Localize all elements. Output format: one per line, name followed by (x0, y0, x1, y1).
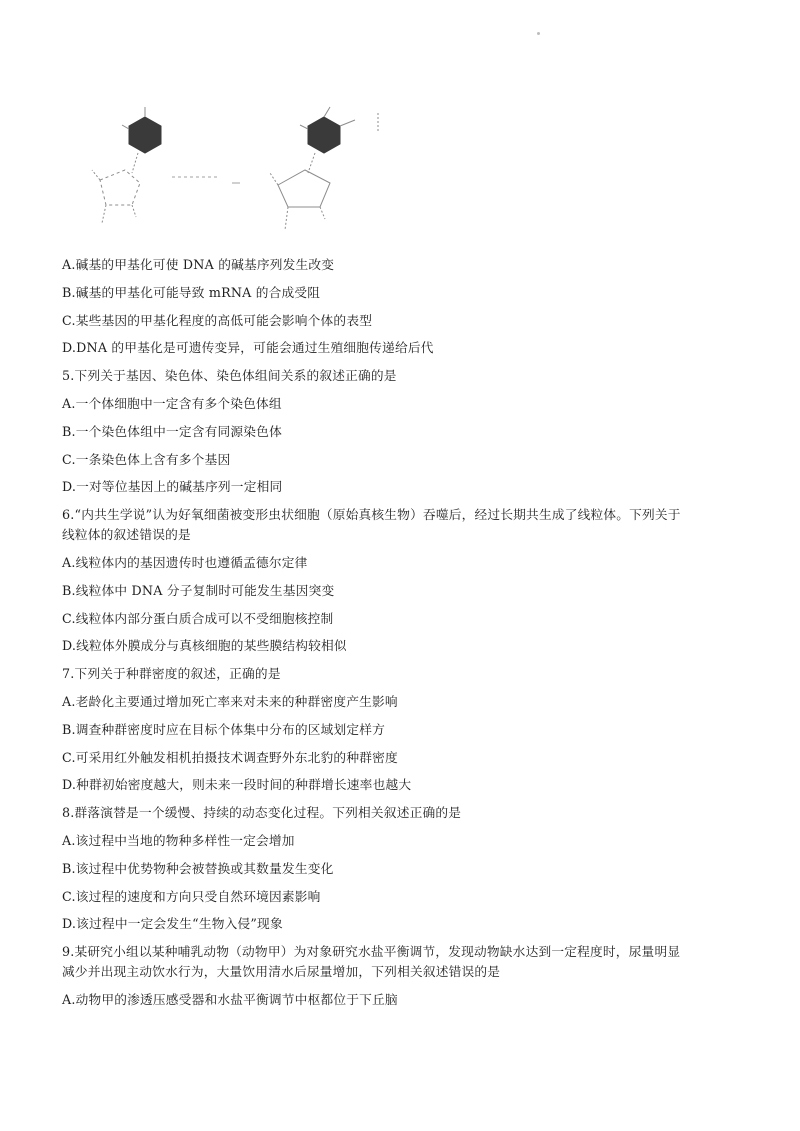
q5-option-a: A.一个体细胞中一定含有多个染色体组 (62, 395, 282, 411)
question-content (62, 257, 752, 1020)
q4-option-a: A.碱基的甲基化可使 DNA 的碱基序列发生改变 (62, 257, 335, 272)
q5-option-b: B.一个染色体组中一定含有同源染色体 (62, 423, 282, 439)
speck (537, 32, 540, 35)
q6-option-c: C.线粒体内部分蛋白质合成可以不受细胞核控制 (62, 610, 334, 626)
q7-option-d: D.种群初始密度越大，则未来一段时间的种群增长速率也越大 (62, 777, 412, 793)
q9-stem-line1: 9.某研究小组以某种哺乳动物（动物甲）为对象研究水盐平衡调节，发现动物缺水达到一定程度时，尿量明显 (62, 944, 681, 960)
q7-option-c: C.可采用红外触发相机拍摄技术调查野外东北豹的种群密度 (62, 749, 398, 765)
q7-option-b: B.调查种群密度时应在目标个体集中分布的区域划定样方 (62, 721, 386, 737)
q4-option-c: C.某些基因的甲基化程度的高低可能会影响个体的表型 (62, 312, 373, 328)
q6-option-b: B.线粒体中 DNA 分子复制时可能发生基因突变 (62, 582, 335, 598)
methylation-figure (80, 85, 410, 255)
q8-option-c: C.该过程的速度和方向只受自然环境因素影响 (62, 888, 321, 904)
q8-stem: 8.群落演替是一个缓慢、持续的动态变化过程。下列相关叙述正确的是 (62, 805, 462, 821)
q5-stem: 5.下列关于基因、染色体、染色体组间关系的叙述正确的是 (62, 368, 397, 384)
cytosine-molecule (92, 107, 161, 223)
q9-stem-line2: 减少并出现主动饮水行为，大量饮用清水后尿量增加，下列相关叙述错误的是 (62, 964, 501, 980)
q7-option-a: A.老龄化主要通过增加死亡率来对未来的种群密度产生影响 (62, 693, 398, 709)
q4-option-d: D.DNA 的甲基化是可遗传变异，可能会通过生殖细胞传递给后代 (62, 340, 434, 356)
q9-option-a: A.动物甲的渗透压感受器和水盐平衡调节中枢都位于下丘脑 (62, 991, 398, 1007)
q6-stem-line2: 线粒体的叙述错误的是 (62, 527, 191, 543)
q4-option-b: B.碱基的甲基化可能导致 mRNA 的合成受阻 (62, 284, 321, 300)
q7-stem: 7.下列关于种群密度的叙述，正确的是 (62, 666, 281, 682)
q8-option-d: D.该过程中一定会发生“生物入侵”现象 (62, 916, 283, 932)
q8-option-a: A.该过程中当地的物种多样性一定会增加 (62, 832, 295, 848)
q6-option-d: D.线粒体外膜成分与真核细胞的某些膜结构较相似 (62, 638, 347, 654)
q6-option-a: A.线粒体内的基因遗传时也遵循孟德尔定律 (62, 554, 308, 570)
q5-option-d: D.一对等位基因上的碱基序列一定相同 (62, 479, 283, 495)
q8-option-b: B.该过程中优势物种会被替换或其数量发生变化 (62, 860, 334, 876)
reaction-arrow (172, 177, 240, 183)
q5-option-c: C.一条染色体上含有多个基因 (62, 451, 231, 467)
methylcytosine-molecule (270, 107, 378, 230)
methylation-diagram (80, 85, 410, 255)
q6-stem-line1: 6.“内共生学说”认为好氧细菌被变形虫状细胞（原始真核生物）吞噬后，经过长期共生成了线粒体。下列关于 (62, 507, 681, 523)
